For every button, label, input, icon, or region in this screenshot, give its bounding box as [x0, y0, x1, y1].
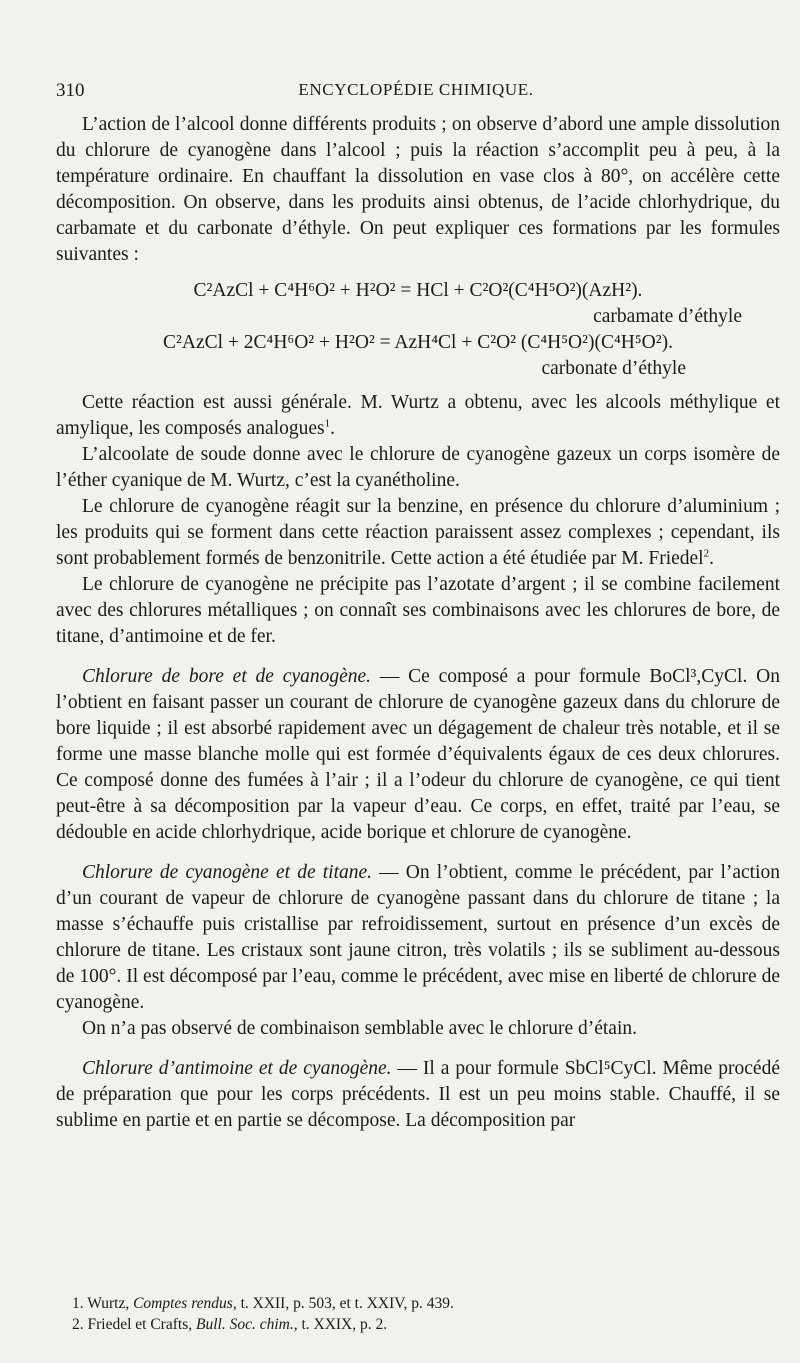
formula-carbamate: C²AzCl + C⁴H⁶O² + H²O² = HCl + C²O²(C⁴H⁵O²)(AzH²). — [193, 280, 643, 301]
running-title: ENCYCLOPÉDIE CHIMIQUE. — [298, 80, 534, 99]
footnote-1-journal: Comptes rendus — [133, 1295, 233, 1312]
paragraph-azotate: Le chlorure de cyanogène ne précipite pas l’azotate d’argent ; il se combine facilement avec des chlorures métalliques ; on connaît ses combinaisons avec les chlorures de bore, de titane, d’antimoine et de fer. — [56, 574, 780, 647]
formula-block — [56, 278, 780, 382]
footnote-1-text: 1. Wurtz, — [72, 1295, 134, 1312]
footnote-1 — [72, 1293, 454, 1314]
paragraph-wurtz — [56, 390, 780, 442]
section-antimoine-title: Chlorure d’antimoine et de cyanogène. — [82, 1058, 392, 1079]
paragraph-alcoolate: L’alcoolate de soude donne avec le chlorure de cyanogène gazeux un corps isomère de l’éther cyanique de M. Wurtz, c’est la cyanétholine. — [56, 444, 780, 491]
footnote-2 — [72, 1314, 454, 1335]
formula-carbamate-label: carbamate d’éthyle — [593, 306, 742, 327]
paragraph-benzine-end: . — [709, 548, 714, 569]
page-body — [56, 112, 780, 1134]
section-titane-title: Chlorure de cyanogène et de titane. — [82, 862, 373, 883]
paragraph-benzine-text: Le chlorure de cyanogène réagit sur la benzine, en présence du chlorure d’aluminium ; les produits qui se forment dans cette réaction paraissent assez complexes ; cependant, ils sont probablement formés de benzonitrile. Cette action a été étudiée par M. Friedel — [56, 496, 780, 569]
section-antimoine — [56, 1056, 780, 1134]
section-bore — [56, 664, 780, 846]
section-antimoine-text: — Il a pour formule SbCl⁵CyCl. Même procédé de préparation que pour les corps précédents. Il est un peu moins stable. Chauffé, il se sublime en partie et en partie se décompose. La décomposition par — [56, 1058, 780, 1131]
paragraph-wurtz-end: . — [330, 418, 335, 439]
formula-carbonate: C²AzCl + 2C⁴H⁶O² + H²O² = AzH⁴Cl + C²O² (C⁴H⁵O²)(C⁴H⁵O²). — [163, 332, 673, 353]
footnote-2-text: 2. Friedel et Crafts, — [72, 1316, 196, 1333]
paragraph-etain: On n’a pas observé de combinaison semblable avec le chlorure d’étain. — [82, 1018, 637, 1039]
paragraph-wurtz-text: Cette réaction est aussi générale. M. Wurtz a obtenu, avec les alcools méthylique et amylique, les composés analogues — [56, 392, 780, 439]
footnote-2-journal: Bull. Soc. chim. — [195, 1316, 294, 1333]
section-bore-text: — Ce composé a pour formule BoCl³,CyCl. On l’obtient en faisant passer un courant de chlorure de cyanogène gazeux dans du chlorure de bore liquide ; il est absorbé rapidement avec un dégagement de chaleur très notable, et il se forme une masse blanche molle qui est formée d’équivalents égaux de ces deux chlorures. Ce composé donne des fumées à l’air ; il a l’odeur du chlorure de cyanogène, ce qui tient peut-être à sa décomposition par la vapeur d’eau. Ce corps, en effet, traité par l’eau, se dédouble en acide chlorhydrique, acide borique et chlorure de cyanogène. — [56, 666, 780, 843]
page-header — [52, 80, 780, 110]
section-bore-title: Chlorure de bore et de cyanogène. — [82, 666, 372, 687]
formula-carbonate-label: carbonate d’éthyle — [541, 358, 686, 379]
paragraph-alcool: L’action de l’alcool donne différents produits ; on observe d’abord une ample dissolution du chlorure de cyanogène dans l’alcool ; puis la réaction s’accomplit peu à peu, à la température ordinaire. En chauffant la dissolution en vase clos à 80°, on accélère cette décomposition. On observe, dans les produits ainsi obtenus, de l’acide chlorhydrique, du carbamate et du carbonate d’éthyle. On peut expliquer ces formations par les formules suivantes : — [56, 114, 780, 265]
footnote-ref-1: 1 — [324, 417, 331, 430]
paragraph-benzine — [56, 494, 780, 572]
section-titane — [56, 860, 780, 1016]
footnote-2-ref: , t. XXIX, p. 2. — [293, 1316, 388, 1333]
footnotes — [72, 1293, 454, 1335]
footnote-1-ref: , t. XXII, p. 503, et t. XXIV, p. 439. — [232, 1295, 454, 1312]
section-titane-text: — On l’obtient, comme le précédent, par l’action d’un courant de vapeur de chlorure de cyanogène passant dans du chlorure de titane ; la masse s’échauffe puis cristallise par refroidissement, surtout en présence d’un excès de chlorure de titane. Les cristaux sont jaune citron, très volatils ; ils se subliment au-dessous de 100°. Il est décomposé par l’eau, comme le précédent, avec mise en liberté de chlorure de cyanogène. — [56, 862, 781, 1013]
footnote-ref-2: 2 — [703, 547, 710, 560]
page-number: 310 — [56, 80, 85, 101]
